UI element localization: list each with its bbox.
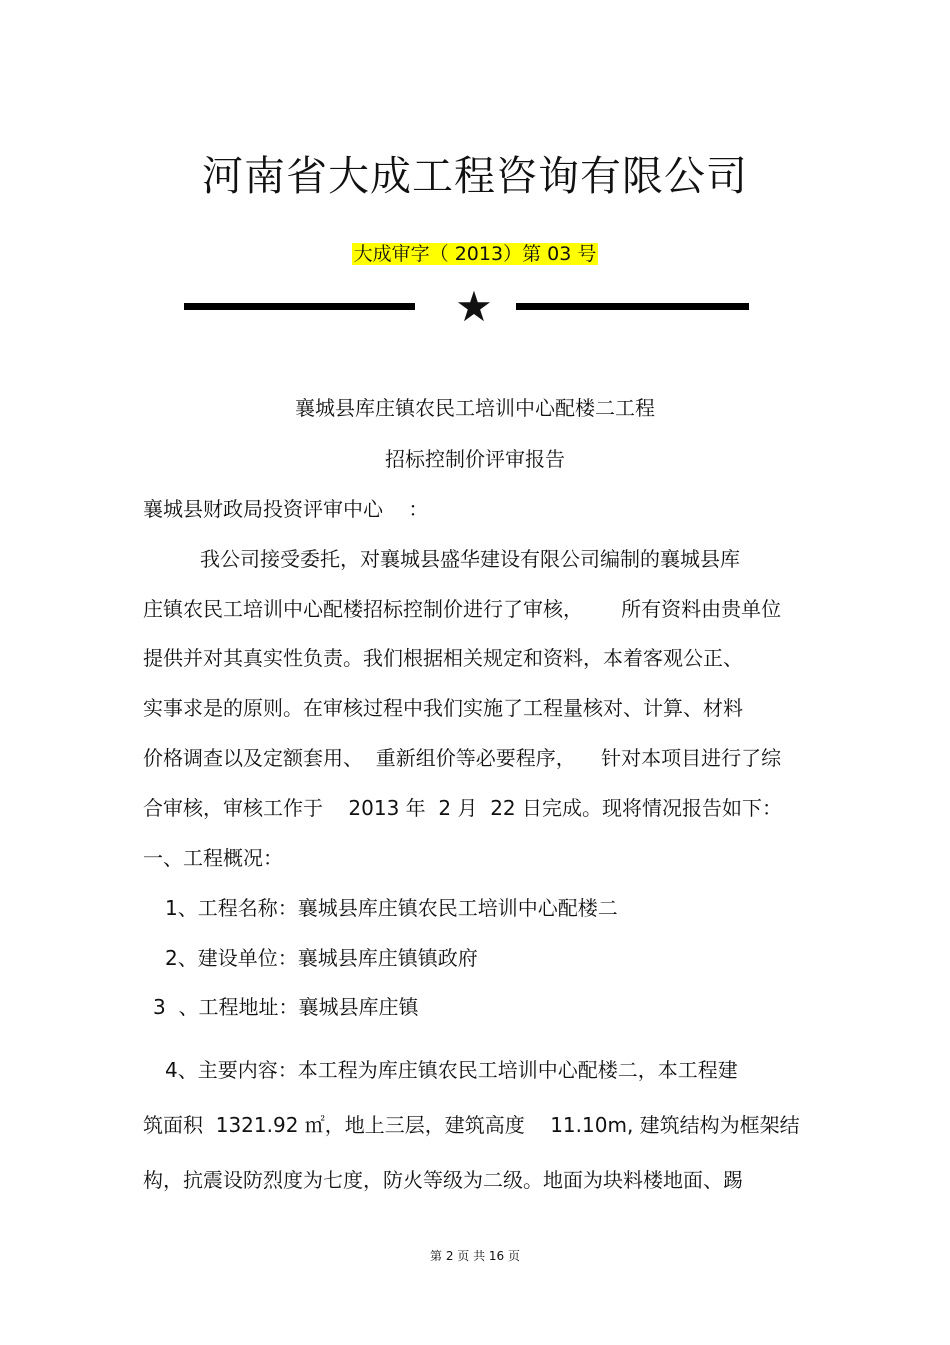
star-icon: ★ (455, 282, 493, 331)
doc-number-row (0, 240, 950, 268)
list-item: 1、工程名称：襄城县库庄镇农民工培训中心配楼二 (165, 896, 618, 920)
report-title-line1: 襄城县库庄镇农民工培训中心配楼二工程 (295, 396, 655, 420)
list-item: 3 、工程地址：襄城县库庄镇 (153, 995, 419, 1019)
list-item: 4、主要内容：本工程为库庄镇农民工培训中心配楼二，本工程建 (165, 1058, 738, 1082)
divider-right (516, 303, 749, 310)
list-item: 2、建设单位：襄城县库庄镇镇政府 (165, 946, 478, 970)
addressee: 襄城县财政局投资评审中心 ： (143, 497, 429, 521)
body-line: 筑面积 1321.92 ㎡，地上三层，建筑高度 11.10m, 建筑结构为框架结 (143, 1113, 800, 1137)
body-line: 合审核，审核工作于 2013 年 2 月 22 日完成。现将情况报告如下： (143, 796, 783, 820)
company-name: 河南省大成工程咨询有限公司 (202, 152, 748, 200)
body-line: 我公司接受委托，对襄城县盛华建设有限公司编制的襄城县库 (200, 547, 740, 571)
page-footer: 第 2 页 共 16 页 (430, 1249, 520, 1263)
body-line: 提供并对其真实性负责。我们根据相关规定和资料，本着客观公正、 (143, 646, 743, 670)
doc-number: 大成审字（ 2013）第 03 号 (353, 243, 597, 265)
body-line: 构，抗震设防烈度为七度，防火等级为二级。地面为块料楼地面、踢 (143, 1168, 743, 1192)
divider-left (184, 303, 415, 310)
body-line: 实事求是的原则。在审核过程中我们实施了工程量核对、计算、材料 (143, 696, 743, 720)
report-title-line2: 招标控制价评审报告 (385, 447, 565, 471)
body-line: 价格调查以及定额套用、 重新组价等必要程序， 针对本项目进行了综 (143, 746, 782, 770)
section-heading: 一、工程概况： (143, 846, 283, 870)
body-line: 庄镇农民工培训中心配楼招标控制价进行了审核， 所有资料由贵单位 (143, 597, 782, 621)
